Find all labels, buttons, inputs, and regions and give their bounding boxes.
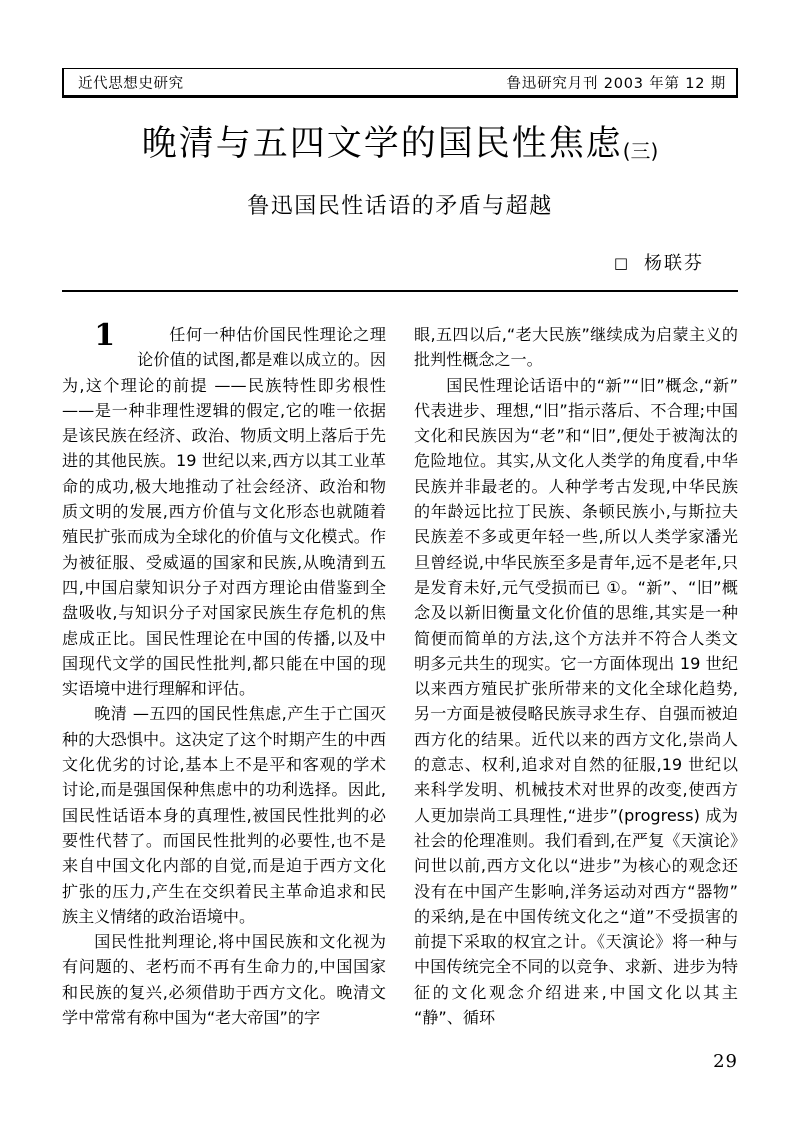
running-header — [62, 68, 738, 98]
paragraph-text: 国民性理论话语中的“新”“旧”概念,“新”代表进步、理想,“旧”指示落后、不合理;中国文化和民族因为“老”和“旧”,便处于被淘汰的危险地位。其实,从文化人类学的角度看,中华民族并非最老的。人种学考古发现,中华民族的年龄远比拉丁民族、条顿民族小,与斯拉夫民族差不多或更年轻一些,所以人类学家潘光旦曾经说,中华民族至多是青年,远不是老年,只是发育未好,元气受损而已 ①。“新”、“旧”概念及以新旧衡量文化价值的思维,其实是一种简便而简单的方法,这个方法并不符合人类文明多元共生的现实。它一方面体现出 19 世纪以来西方殖民扩张所带来的文化全球化趋势,另一方面是被侵略民族寻求生存、自强而被迫西方化的结果。近代以来的西方文化,崇尚人的意志、权利,追求对自然的征服,19 世纪以来科学发明、机械技术对世界的改变,使西方人更加崇尚工具理性,“进步”(progress) 成为社会的伦理准则。我们看到,在严复《天演论》问世以前,西方文化以“进步”为核心的观念还没有在中国产生影响,洋务运动对西方“器物”的采纳,是在中国传统文化之“道”不受损害的前提下采取的权宜之计。《天演论》将一种与中国传统完全不同的以竞争、求新、进步为特征的文化观念介绍进来,中国文化以其主“静”、循环 — [414, 375, 738, 1028]
page-subtitle: 鲁迅国民性话语的矛盾与超越 — [247, 194, 553, 220]
paragraph-text: 眼,五四以后,“老大民族”继续成为启蒙主义的批判性概念之一。 — [414, 325, 738, 370]
body-columns — [62, 318, 738, 1052]
running-header-right: 鲁迅研究月刊 2003 年第 12 期 — [506, 75, 726, 92]
running-header-left: 近代思想史研究 — [78, 75, 184, 92]
paragraph — [62, 929, 386, 1030]
drop-cap: 1 — [94, 318, 116, 353]
paragraph-text: 晚清 —五四的国民性焦虑,产生于亡国灭种的大恐惧中。这决定了这个时期产生的中西文化优劣的讨论,基本上不是平和客观的学术讨论,而是强国保种焦虑中的功利选择。因此,国民性话语本身的真理性,被国民性批判的必要性代替了。而国民性批判的必要性,也不是来自中国文化内部的自觉,而是迫于西方文化扩张的压力,产生在交织着民主革命追求和民族主义情绪的政治语境中。 — [62, 704, 386, 926]
paragraph — [62, 318, 386, 701]
page-number: 29 — [713, 1051, 738, 1072]
paragraph — [414, 373, 738, 1031]
paragraph-text: 国民性批判理论,将中国民族和文化视为有问题的、老朽而不再有生命力的,中国国家和民族的复兴,必须借助于西方文化。晚清文学中常常有称中国为“老大帝国”的字 — [62, 932, 386, 1028]
title-block — [0, 124, 800, 220]
page-title — [0, 124, 800, 165]
right-column — [414, 322, 738, 1052]
paragraph — [414, 322, 738, 373]
author-name: 杨联芬 — [644, 253, 704, 274]
title-series-marker: (三) — [622, 139, 659, 163]
paragraph-text: 任何一种估价国民性理论之理论价值的试图,都是难以成立的。因为,这个理论的前提 ——民族特性即劣根性 ——是一种非理性逻辑的假定,它的唯一依据是该民族在经济、政治、物质文明上落后于先进的其他民族。19 世纪以来,西方以其工业革命的成功,极大地推动了社会经济、政治和物质文明的发展,西方价值与文化形态也就随着殖民扩张而成为全球化的价值与文化模式。作为被征服、受威逼的国家和民族,从晚清到五四,中国启蒙知识分子对西方理论由借鉴到全盘吸收,与知识分子对国家民族生存危机的焦虑成正比。国民性理论在中国的传播,以及中国现代文学的国民性批判,都只能在中国的现实语境中进行理解和评估。 — [62, 325, 386, 699]
left-column — [62, 318, 386, 1052]
byline-divider — [62, 290, 738, 292]
byline — [614, 249, 704, 275]
paragraph — [62, 701, 386, 929]
square-bullet-icon: □ — [613, 254, 630, 272]
title-main-text: 晚清与五四文学的国民性焦虑 — [141, 124, 623, 164]
